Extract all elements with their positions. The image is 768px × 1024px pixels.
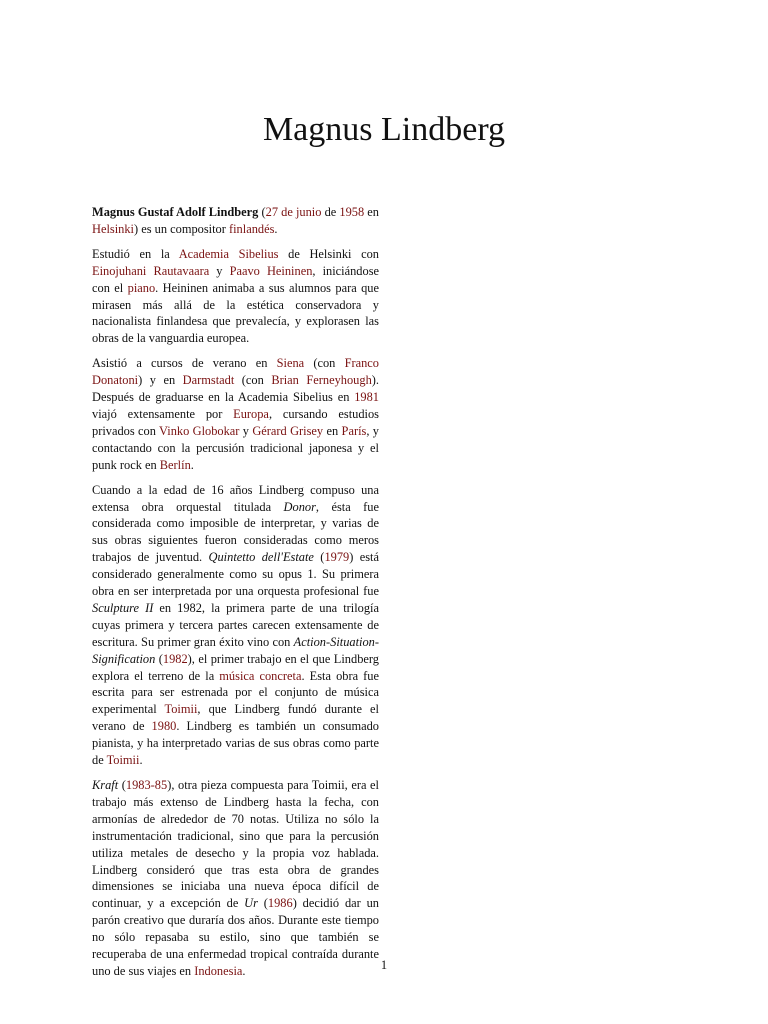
text: . Esta obra fue escrita para ser estrenada por el conjunto de música experimental bbox=[92, 668, 380, 717]
link-birth-date[interactable]: 27 de junio bbox=[265, 205, 322, 219]
link-donatoni[interactable]: Franco Donatoni bbox=[92, 356, 379, 388]
text: ) decidió dar un parón creativo que duraría dos años. Durante este tiempo no sólo repasaba su estilo, sino que también se recuperaba de una enfermedad tropical contraída durante uno de sus viajes en bbox=[92, 896, 379, 978]
text: en bbox=[364, 205, 379, 219]
page-number: 1 bbox=[380, 958, 388, 972]
work-title: Sculpture II bbox=[92, 600, 154, 615]
text: . Heininen animaba a sus alumnos para que mirasen más allá de la estética conservadora y nacionalista finlandesa que prevalecía, y explorasen las obras de la vanguardia europea. bbox=[92, 280, 379, 346]
text: , iniciándose con el bbox=[92, 263, 380, 295]
link-toimii-2[interactable]: Toimii bbox=[106, 753, 140, 768]
text: de Helsinki con bbox=[278, 246, 379, 261]
text: ). Después de graduarse en la Academia Sibelius en bbox=[92, 373, 379, 405]
text: y bbox=[239, 423, 253, 438]
text: (con bbox=[234, 373, 272, 388]
paragraph-kraft bbox=[92, 777, 379, 980]
paragraph-studies bbox=[92, 246, 379, 347]
text: (con bbox=[304, 356, 345, 371]
text: en bbox=[323, 423, 342, 438]
text: ( bbox=[155, 651, 163, 666]
link-birth-year[interactable]: 1958 bbox=[339, 205, 365, 219]
link-paris[interactable]: París bbox=[341, 423, 367, 438]
page-title: Magnus Lindberg bbox=[262, 111, 506, 148]
text: . bbox=[139, 753, 143, 768]
text: . bbox=[190, 457, 194, 472]
work-title: Action-Situation-Signification bbox=[92, 634, 379, 666]
link-finlandes[interactable]: finlandés bbox=[228, 221, 275, 236]
link-academia-sibelius[interactable]: Academia Sibelius bbox=[178, 246, 279, 261]
text: . bbox=[242, 963, 246, 978]
text: ( bbox=[258, 205, 266, 219]
text: ) y en bbox=[138, 373, 183, 388]
text: Estudió en la bbox=[92, 246, 179, 261]
link-indonesia[interactable]: Indonesia bbox=[194, 963, 243, 978]
text: , ésta fue considerada como imposible de interpretar, y varias de sus obras siguientes fueron consideradas como meros trabajos de juventud. bbox=[92, 499, 379, 565]
text: Cuando a la edad de 16 años Lindberg compuso una extensa obra orquestal titulada bbox=[92, 482, 379, 514]
text: y bbox=[209, 263, 230, 278]
text: ), otra pieza compuesta para Toimii, era el trabajo más extenso de Lindberg hasta la fecha, con armonías de alrededor de 70 notas. Utiliza no sólo la instrumentación tradicional, sino que para la percusión utiliza metales de desecho y la propia voz hablada. Lindberg consideró que tras esta obra de grandes dimensiones se iniciaba una nueva época difícil de continuar, y a excepción de bbox=[92, 778, 379, 911]
link-heininen[interactable]: Paavo Heininen bbox=[229, 263, 313, 278]
link-helsinki[interactable]: Helsinki bbox=[92, 221, 134, 236]
text: Asistió a cursos de verano en bbox=[92, 356, 277, 371]
text: , y contactando con la percusión tradicional japonesa y el punk rock en bbox=[92, 423, 379, 472]
text: ( bbox=[313, 550, 325, 565]
text: . bbox=[274, 221, 278, 236]
work-title: Donor bbox=[283, 499, 316, 514]
link-1979[interactable]: 1979 bbox=[324, 550, 350, 565]
paragraph-intro bbox=[92, 204, 379, 238]
text: ) está considerado generalmente como su opus 1. Su primera obra en ser interpretada por una orquesta profesional fue bbox=[92, 550, 379, 599]
link-1983-85[interactable]: 1983-85 bbox=[125, 778, 168, 792]
link-piano[interactable]: piano bbox=[127, 280, 156, 295]
link-musica-concreta[interactable]: música concreta bbox=[219, 668, 302, 683]
link-globokar[interactable]: Vinko Globokar bbox=[159, 423, 240, 438]
text: viajó extensamente por bbox=[92, 406, 234, 421]
link-1981[interactable]: 1981 bbox=[354, 390, 379, 405]
paragraph-courses bbox=[92, 355, 379, 473]
text: ), el primer trabajo en el que Lindberg explora el terreno de la bbox=[92, 651, 379, 683]
text: , que Lindberg fundó durante el verano de bbox=[92, 702, 379, 734]
link-1986[interactable]: 1986 bbox=[267, 896, 293, 911]
link-toimii[interactable]: Toimii bbox=[164, 702, 198, 717]
link-1980[interactable]: 1980 bbox=[151, 719, 177, 734]
work-title: Ur bbox=[244, 896, 258, 911]
link-darmstadt[interactable]: Darmstadt bbox=[182, 373, 235, 388]
text: ) es un compositor bbox=[134, 221, 229, 236]
paragraph-early-works bbox=[92, 482, 379, 769]
link-ferneyhough[interactable]: Brian Ferneyhough bbox=[271, 373, 372, 388]
subject-name: Magnus Gustaf Adolf Lindberg bbox=[92, 205, 259, 219]
text: ( bbox=[257, 896, 268, 911]
link-siena[interactable]: Siena bbox=[276, 356, 305, 371]
text: . Lindberg es también un consumado pianista, y ha interpretado varias de sus obras como parte de bbox=[92, 719, 380, 768]
link-berlin[interactable]: Berlín bbox=[159, 457, 191, 472]
link-1982[interactable]: 1982 bbox=[162, 651, 188, 666]
article-body bbox=[92, 204, 379, 988]
work-title: Kraft bbox=[92, 778, 119, 792]
text: en 1982, la primera parte de una trilogía cuyas primera y tercera partes carecen extensamente de escritura. Su primer gran éxito vino con bbox=[92, 600, 379, 649]
work-title: Quintetto dell'Estate bbox=[208, 550, 314, 565]
link-rautavaara[interactable]: Einojuhani Rautavaara bbox=[92, 263, 210, 278]
text: de bbox=[321, 205, 340, 219]
link-grisey[interactable]: Gérard Grisey bbox=[252, 423, 324, 438]
link-europa[interactable]: Europa bbox=[233, 406, 269, 421]
text: ( bbox=[118, 778, 126, 792]
text: , cursando estudios privados con bbox=[92, 406, 379, 438]
